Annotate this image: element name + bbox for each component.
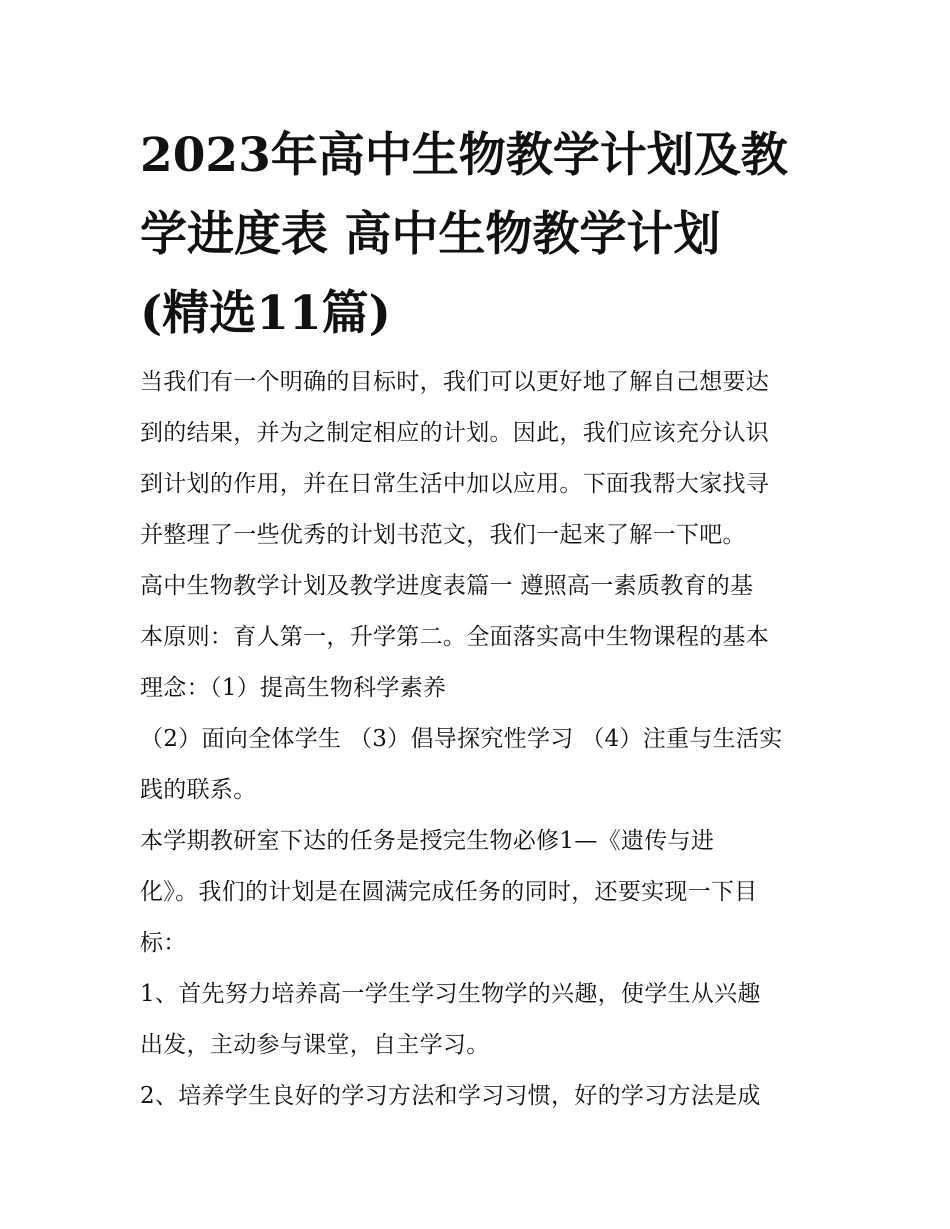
- body-line: 出发，主动参与课堂，自主学习。: [140, 1032, 490, 1058]
- title-line: (精选11篇): [140, 286, 391, 341]
- body-line: 践的联系。: [140, 777, 257, 803]
- title-line: 学进度表 高中生物教学计划: [140, 207, 721, 262]
- document-title: [140, 116, 816, 353]
- body-line: 2、培养学生良好的学习方法和学习习惯，好的学习方法是成: [140, 1083, 761, 1109]
- body-line: 理念：（1）提高生物科学素养: [140, 675, 447, 701]
- body-line: 当我们有一个明确的目标时，我们可以更好地了解自己想要达: [140, 369, 770, 395]
- body-line: 1、首先努力培养高一学生学习生物学的兴趣，使学生从兴趣: [140, 981, 761, 1007]
- body-line: 标：: [140, 930, 187, 956]
- body-line: 并整理了一些优秀的计划书范文，我们一起来了解一下吧。: [140, 522, 746, 548]
- body-line: 本原则：育人第一，升学第二。全面落实高中生物课程的基本: [140, 624, 770, 650]
- body-line: 到的结果，并为之制定相应的计划。因此，我们应该充分认识: [140, 420, 770, 446]
- title-line: 2023年高中生物教学计划及教: [140, 128, 788, 183]
- body-line: 高中生物教学计划及教学进度表篇一 遵照高一素质教育的基: [140, 573, 754, 599]
- body-line: 化》。我们的计划是在圆满完成任务的同时，还要实现一下目: [140, 879, 758, 905]
- body-line: 到计划的作用，并在日常生活中加以应用。下面我帮大家找寻: [140, 471, 770, 497]
- body-line: 本学期教研室下达的任务是授完生物必修1—《遗传与进: [140, 828, 715, 854]
- document-body: [140, 357, 816, 1122]
- document-page: [140, 116, 816, 1122]
- body-line: （2）面向全体学生 （3）倡导探究性学习 （4）注重与生活实: [140, 726, 783, 752]
